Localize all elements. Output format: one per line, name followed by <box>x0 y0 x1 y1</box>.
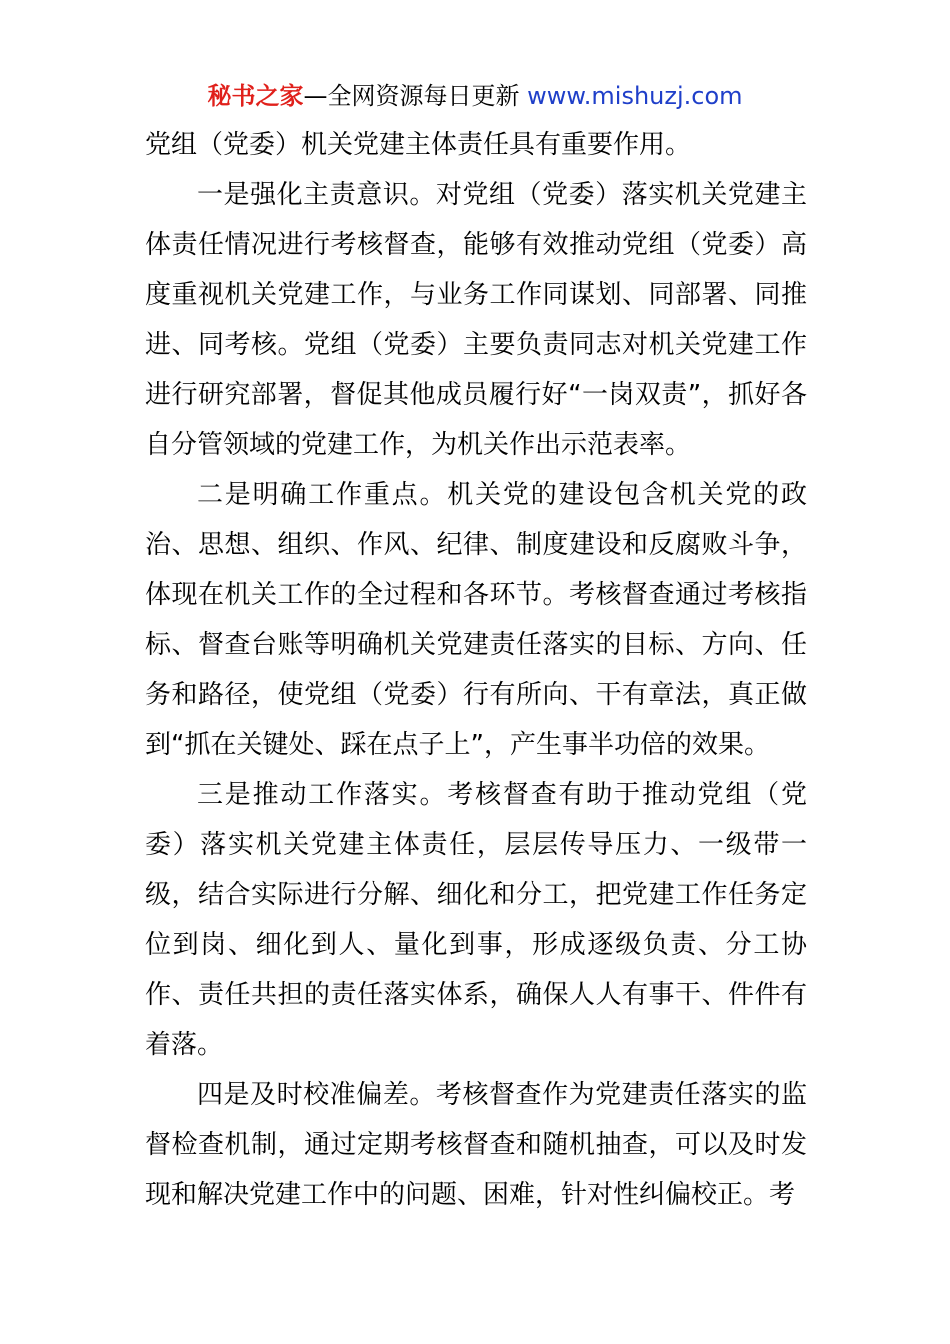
paragraph-continuation: 党组（党委）机关党建主体责任具有重要作用。 <box>145 130 692 160</box>
paragraph-point-one: 一是强化主责意识。对党组（党委）落实机关党建主体责任情况进行考核督查，能够有效推动党组（党委）高度重视机关党建工作，与业务工作同谋划、同部署、同推进、同考核。党组（党委）主要负责同志对机关党建工作进行研究部署，督促其他成员履行好“一岗双责”，抓好各自分管领域的党建工作，为机关作出示范表率。 <box>145 180 807 460</box>
paragraph-point-four: 四是及时校准偏差。考核督查作为党建责任落实的监督检查机制，通过定期考核督查和随机抽查，可以及时发现和解决党建工作中的问题、困难，针对性纠偏校正。考 <box>145 1080 807 1210</box>
document-body <box>145 120 807 1220</box>
paragraph-point-three: 三是推动工作落实。考核督查有助于推动党组（党委）落实机关党建主体责任，层层传导压力、一级带一级，结合实际进行分解、细化和分工，把党建工作任务定位到岗、细化到人、量化到事，形成逐级负责、分工协作、责任共担的责任落实体系，确保人人有事干、件件有着落。 <box>145 780 807 1060</box>
site-header <box>0 80 950 112</box>
brand-name: 秘书之家 <box>207 82 304 110</box>
paragraph-point-two: 二是明确工作重点。机关党的建设包含机关党的政治、思想、组织、作风、纪律、制度建设和反腐败斗争，体现在机关工作的全过程和各环节。考核督查通过考核指标、督查台账等明确机关党建责任落实的目标、方向、任务和路径，使党组（党委）行有所向、干有章法，真正做到“抓在关键处、踩在点子上”，产生事半功倍的效果。 <box>145 480 807 760</box>
site-url-link[interactable]: www.mishuzj.com <box>527 82 743 110</box>
header-tagline: —全网资源每日更新 <box>303 82 528 110</box>
